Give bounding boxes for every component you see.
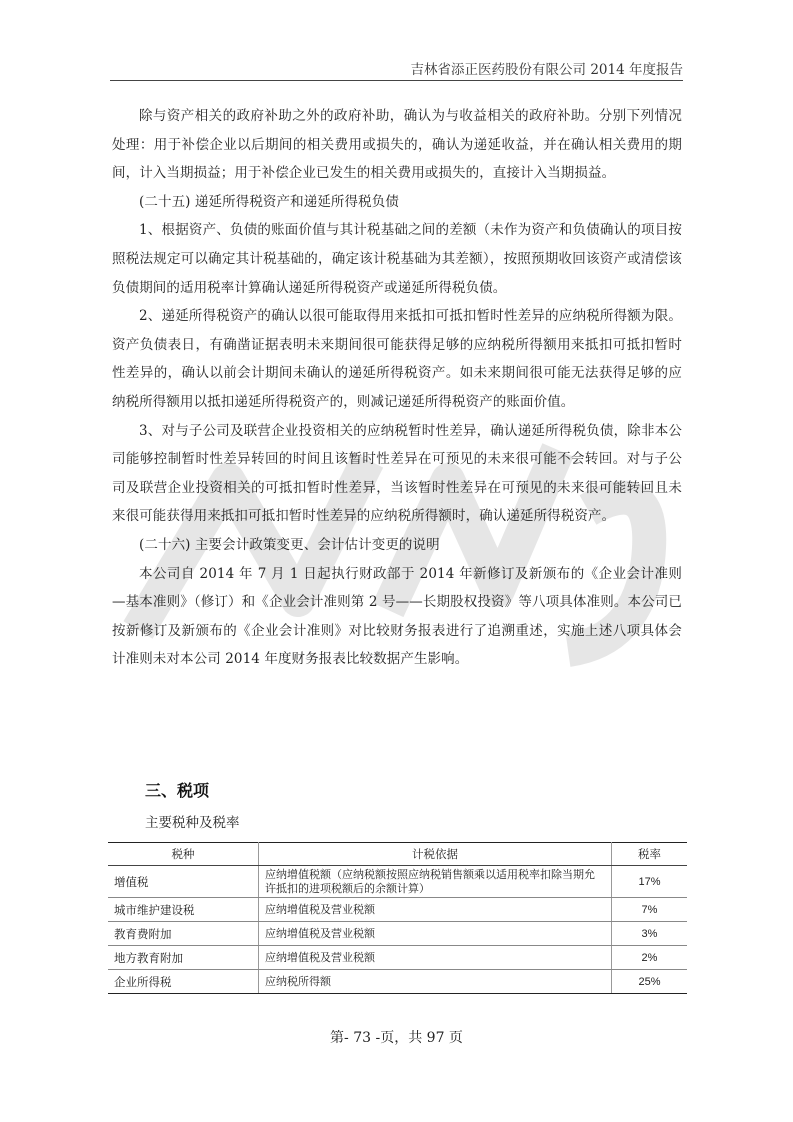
tax-rate-cell: 17% [612, 866, 688, 898]
column-header-tax-basis: 计税依据 [259, 843, 612, 866]
column-header-tax-rate: 税率 [612, 843, 688, 866]
tax-type-cell: 教育费附加 [108, 922, 259, 946]
header-divider [110, 80, 683, 81]
document-body [112, 102, 682, 674]
table-row [108, 946, 687, 970]
table-row [108, 922, 687, 946]
tax-type-cell: 地方教育附加 [108, 946, 259, 970]
paragraph-deferred-tax-1: 1、根据资产、负债的账面价值与其计税基础之间的差额（未作为资产和负债确认的项目按照税法规定可以确定其计税基础的，确定该计税基础为其差额），按照预期收回该资产或清偿该负债期间的适用税率计算确认递延所得税资产或递延所得税负债。 [112, 222, 682, 296]
tax-rate-cell: 2% [612, 946, 688, 970]
paragraph-deferred-tax-3: 3、对与子公司及联营企业投资相关的应纳税暂时性差异，确认递延所得税负债，除非本公司能够控制暂时性差异转回的时间且该暂时性差异在可预见的未来很可能不会转回。对与子公司及联营企业投资相关的可抵扣暂时性差异，当该暂时性差异在可预见的未来很可能转回且未来很可能获得用来抵扣可抵扣暂时性差异的应纳税所得额时，确认递延所得税资产。 [112, 422, 682, 525]
tax-basis-cell: 应纳税所得额 [259, 970, 612, 994]
tax-rate-cell: 3% [612, 922, 688, 946]
tax-rate-cell: 25% [612, 970, 688, 994]
table-caption: 主要税种及税率 [145, 815, 240, 831]
table-header-row [108, 843, 687, 866]
subheading-deferred-tax: (二十五) 递延所得税资产和递延所得税负债 [139, 193, 399, 210]
column-header-tax-type: 税种 [108, 843, 259, 866]
paragraph-government-grant: 除与资产相关的政府补助之外的政府补助，确认为与收益相关的政府补助。分别下列情况处理：用于补偿企业以后期间的相关费用或损失的，确认为递延收益，并在确认相关费用的期间，计入当期损益；用于补偿企业已发生的相关费用或损失的，直接计入当期损益。 [112, 108, 682, 182]
tax-basis-cell: 应纳增值税及营业税额 [259, 946, 612, 970]
tax-type-cell: 城市维护建设税 [108, 898, 259, 922]
table-row [108, 970, 687, 994]
tax-rate-table [108, 842, 687, 994]
section-heading-taxes: 三、税项 [145, 781, 210, 800]
table-row [108, 898, 687, 922]
paragraph-policy-change: 本公司自 2014 年 7 月 1 日起执行财政部于 2014 年新修订及新颁布的《企业会计准则—基本准则》（修订）和《企业会计准则第 2 号——长期股权投资》等八项具体准则。本公司已按新修订及新颁布的《企业会计准则》对比较财务报表进行了追溯重述，实施上述八项具体会计准则未对本公司 2014 年度财务报表比较数据产生影响。 [112, 565, 682, 668]
tax-type-cell: 企业所得税 [108, 970, 259, 994]
tax-basis-cell: 应纳增值税及营业税额 [259, 922, 612, 946]
tax-rate-cell: 7% [612, 898, 688, 922]
tax-basis-cell: 应纳增值税及营业税额 [259, 898, 612, 922]
report-header-title: 吉林省添正医药股份有限公司 2014 年度报告 [410, 62, 683, 78]
page-number-footer: 第- 73 -页，共 97 页 [330, 1030, 463, 1046]
subheading-policy-change: (二十六) 主要会计政策变更、会计估计变更的说明 [139, 536, 440, 553]
table-row [108, 866, 687, 898]
paragraph-deferred-tax-2: 2、递延所得税资产的确认以很可能取得用来抵扣可抵扣暂时性差异的应纳税所得额为限。资产负债表日，有确凿证据表明未来期间很可能获得足够的应纳税所得额用来抵扣可抵扣暂时性差异的，确认以前会计期间未确认的递延所得税资产。如未来期间很可能无法获得足够的应纳税所得额用以抵扣递延所得税资产的，则减记递延所得税资产的账面价值。 [112, 308, 682, 410]
tax-type-cell: 增值税 [108, 866, 259, 898]
tax-basis-cell: 应纳增值税额（应纳税额按照应纳税销售额乘以适用税率扣除当期允许抵扣的进项税额后的余额计算） [259, 866, 612, 898]
